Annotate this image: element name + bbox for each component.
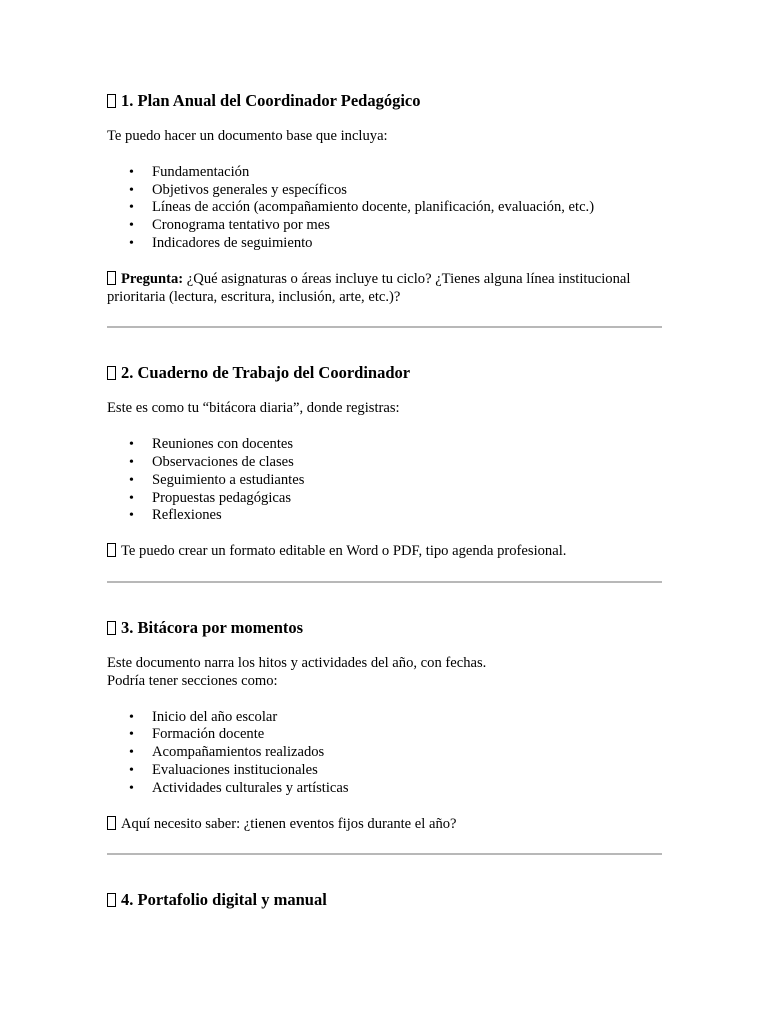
list-item: • Líneas de acción (acompañamiento docente, planificación, evaluación, etc.): [152, 199, 662, 217]
note-text: ¿Qué asignaturas o áreas incluye tu ciclo? ¿Tienes alguna línea institucional prioritaria (lectura, escritura, inclusión, arte, etc.)?: [107, 270, 631, 305]
list-item: • Seguimiento a estudiantes: [152, 472, 662, 490]
missing-glyph-icon: [107, 543, 116, 557]
list-item: • Reflexiones: [152, 507, 662, 525]
document-content: [107, 90, 662, 927]
section-heading: 4. Portafolio digital y manual: [107, 889, 662, 911]
section-plan-anual: [107, 90, 662, 306]
section-note: [107, 271, 662, 307]
list-item: • Evaluaciones institucionales: [152, 762, 662, 780]
section-heading: 3. Bitácora por momentos: [107, 617, 662, 639]
list-item: • Actividades culturales y artísticas: [152, 780, 662, 798]
section-intro: Te puedo hacer un documento base que incluya:: [107, 128, 388, 144]
note-text: Te puedo crear un formato editable en Word o PDF, tipo agenda profesional.: [121, 543, 567, 560]
section-note: [107, 543, 662, 561]
section-divider: [107, 853, 662, 855]
bullet-list: [107, 436, 662, 525]
list-item: • Formación docente: [152, 726, 662, 744]
note-text: Aquí necesito saber: ¿tienen eventos fijos durante el año?: [121, 815, 457, 832]
missing-glyph-icon: [107, 366, 116, 380]
list-item: • Acompañamientos realizados: [152, 744, 662, 762]
list-item: • Cronograma tentativo por mes: [152, 217, 662, 235]
list-item: • Fundamentación: [152, 164, 662, 182]
section-portafolio: [107, 889, 662, 911]
section-intro: [107, 655, 662, 691]
missing-glyph-icon: [107, 621, 116, 635]
missing-glyph-icon: [107, 816, 116, 830]
list-item: • Propuestas pedagógicas: [152, 490, 662, 508]
list-item: • Inicio del año escolar: [152, 709, 662, 727]
bullet-list: [107, 709, 662, 798]
section-divider: [107, 581, 662, 583]
note-label: Pregunta:: [121, 270, 184, 287]
list-item: • Observaciones de clases: [152, 454, 662, 472]
section-heading: 1. Plan Anual del Coordinador Pedagógico: [107, 90, 662, 112]
section-bitacora: [107, 617, 662, 833]
bullet-list: [107, 164, 662, 253]
intro-line: Podría tener secciones como:: [107, 672, 278, 689]
list-item: • Reuniones con docentes: [152, 436, 662, 454]
section-heading: 2. Cuaderno de Trabajo del Coordinador: [107, 362, 662, 384]
list-item: • Objetivos generales y específicos: [152, 182, 662, 200]
section-note: [107, 816, 662, 834]
section-intro: Este es como tu “bitácora diaria”, donde registras:: [107, 400, 400, 417]
missing-glyph-icon: [107, 94, 116, 108]
section-cuaderno: [107, 362, 662, 561]
section-divider: [107, 326, 662, 328]
missing-glyph-icon: [107, 271, 116, 285]
intro-line: Este documento narra los hitos y actividades del año, con fechas.: [107, 654, 487, 671]
list-item: • Indicadores de seguimiento: [152, 235, 662, 253]
missing-glyph-icon: [107, 893, 116, 907]
